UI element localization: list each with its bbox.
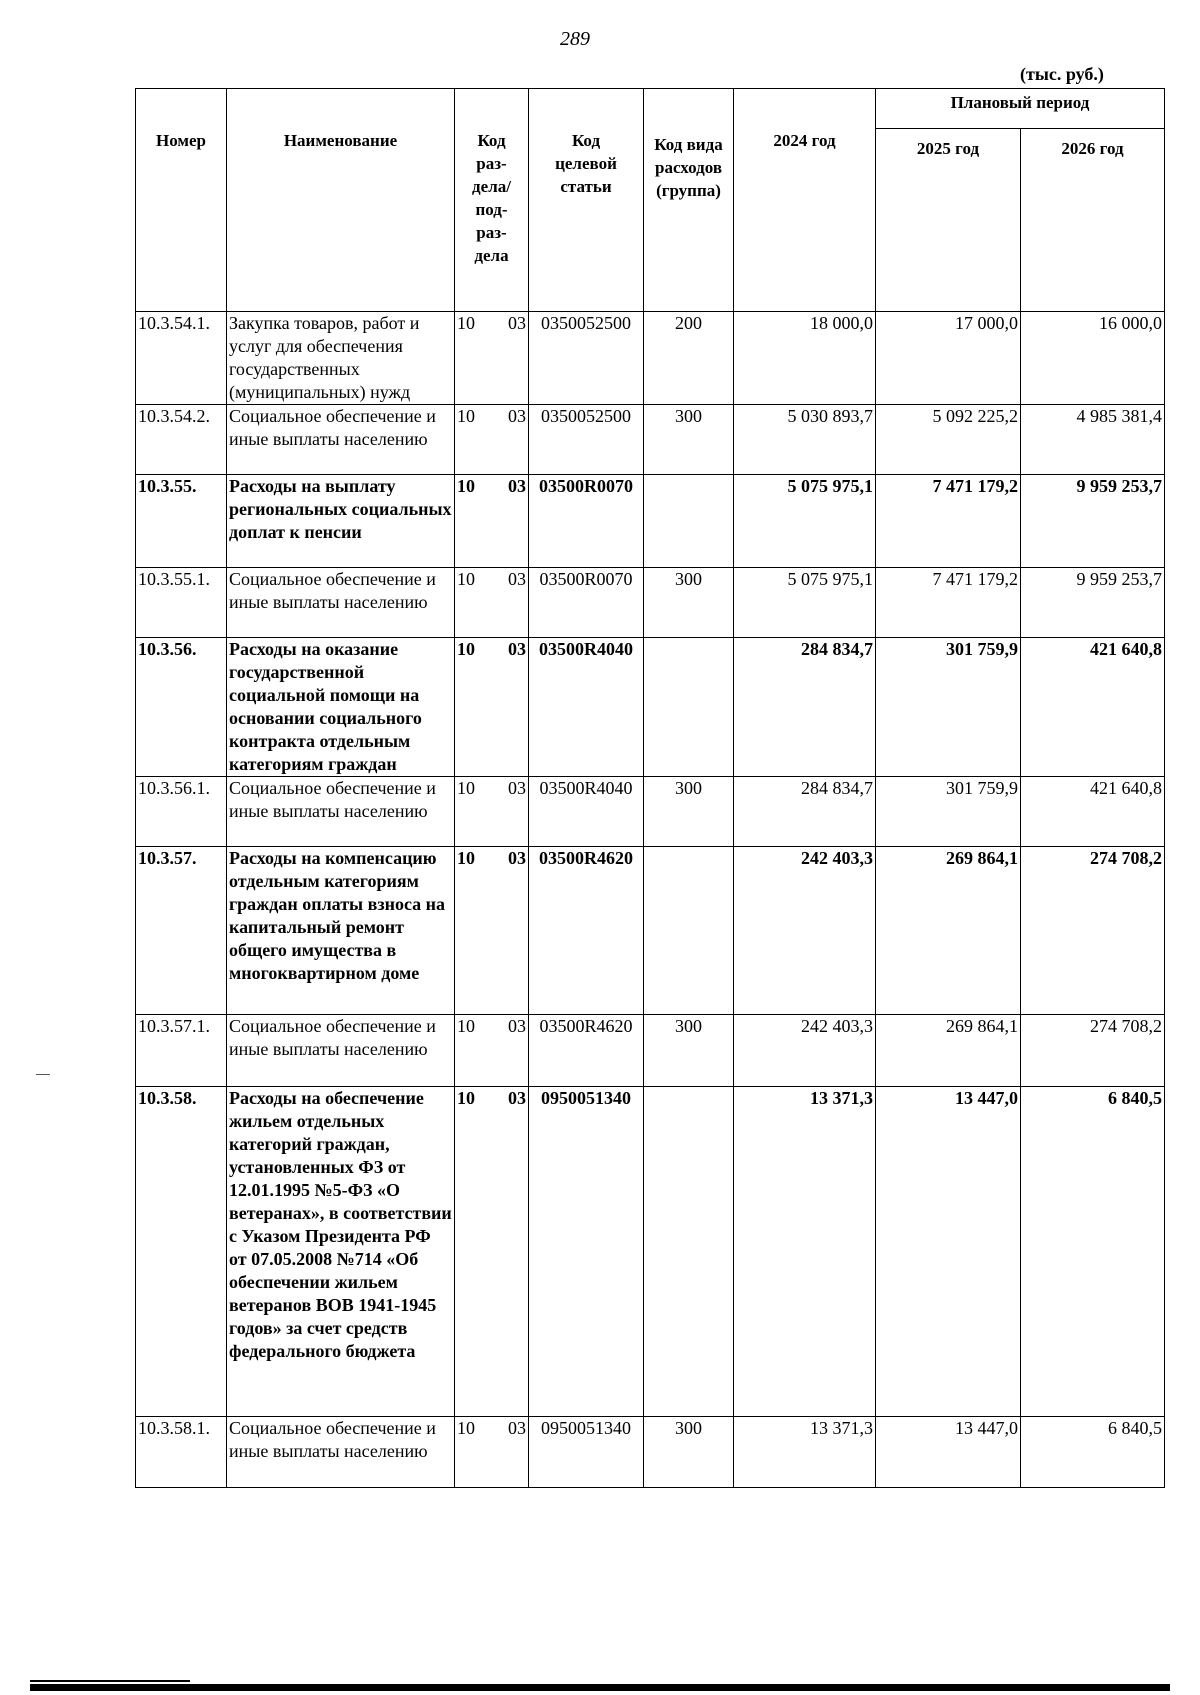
row-number: 10.3.55.1. (136, 568, 227, 638)
row-2026: 421 640,8 (1021, 638, 1165, 777)
header-planned-period: Плановый период (876, 89, 1165, 129)
row-section (455, 475, 529, 568)
row-2026: 9 959 253,7 (1021, 568, 1165, 638)
units-label: (тыс. руб.) (1020, 64, 1104, 84)
row-target-code: 03500R0070 (529, 568, 644, 638)
row-name: Расходы на оказание государственной социальной помощи на основании социального контракта отдельным категориям граждан (227, 638, 455, 777)
row-2026: 6 840,5 (1021, 1087, 1165, 1417)
table-row (136, 475, 1165, 568)
row-2025: 17 000,0 (876, 312, 1021, 405)
row-2026: 9 959 253,7 (1021, 475, 1165, 568)
row-2026: 274 708,2 (1021, 847, 1165, 1015)
section-code: 10 (457, 476, 475, 496)
section-code: 10 (457, 848, 475, 868)
subsection-code: 03 (508, 1016, 526, 1036)
row-number: 10.3.54.1. (136, 312, 227, 405)
row-number: 10.3.55. (136, 475, 227, 568)
header-name: Наименование (227, 89, 455, 312)
row-2024: 13 371,3 (734, 1087, 876, 1417)
row-2024: 18 000,0 (734, 312, 876, 405)
row-expense-type: 300 (644, 405, 734, 475)
row-section (455, 1015, 529, 1087)
table-row (136, 1417, 1165, 1488)
subsection-code: 03 (508, 1418, 526, 1438)
section-code: 10 (457, 1418, 475, 1438)
row-2026: 16 000,0 (1021, 312, 1165, 405)
row-2025: 269 864,1 (876, 1015, 1021, 1087)
table-row (136, 1087, 1165, 1417)
page-number: 289 (560, 28, 590, 50)
section-code: 10 (457, 406, 475, 426)
row-expense-type (644, 475, 734, 568)
row-2026: 421 640,8 (1021, 777, 1165, 847)
row-2025: 5 092 225,2 (876, 405, 1021, 475)
section-code: 10 (457, 1088, 475, 1108)
row-section (455, 312, 529, 405)
row-2024: 5 030 893,7 (734, 405, 876, 475)
header-number: Номер (136, 89, 227, 312)
row-2025: 13 447,0 (876, 1417, 1021, 1488)
row-target-code: 03500R4040 (529, 638, 644, 777)
row-2024: 5 075 975,1 (734, 568, 876, 638)
row-target-code: 03500R4620 (529, 847, 644, 1015)
header-target-code: Код целевой статьи (529, 89, 644, 312)
subsection-code: 03 (508, 569, 526, 589)
section-code: 10 (457, 639, 475, 659)
row-name: Социальное обеспечение и иные выплаты населению (227, 1417, 455, 1488)
row-expense-type: 300 (644, 777, 734, 847)
row-2026: 274 708,2 (1021, 1015, 1165, 1087)
row-expense-type (644, 847, 734, 1015)
table-row (136, 568, 1165, 638)
row-2024: 242 403,3 (734, 1015, 876, 1087)
table-row (136, 638, 1165, 777)
scan-bottom-bar (30, 1684, 1170, 1691)
subsection-code: 03 (508, 1088, 526, 1108)
table-row (136, 777, 1165, 847)
row-name: Расходы на компенсацию отдельным категориям граждан оплаты взноса на капитальный ремонт общего имущества в многоквартирном доме (227, 847, 455, 1015)
row-section (455, 1087, 529, 1417)
row-section (455, 405, 529, 475)
row-expense-type (644, 638, 734, 777)
row-2024: 242 403,3 (734, 847, 876, 1015)
row-number: 10.3.54.2. (136, 405, 227, 475)
row-target-code: 03500R4620 (529, 1015, 644, 1087)
header-section: Код раз-дела/ под-раз-дела (455, 89, 529, 312)
row-2025: 13 447,0 (876, 1087, 1021, 1417)
row-section (455, 568, 529, 638)
table-row (136, 1015, 1165, 1087)
row-section (455, 1417, 529, 1488)
scan-edge-line (30, 1680, 190, 1682)
row-expense-type (644, 1087, 734, 1417)
row-section (455, 777, 529, 847)
row-number: 10.3.57. (136, 847, 227, 1015)
budget-table (135, 88, 1165, 1488)
row-2026: 6 840,5 (1021, 1417, 1165, 1488)
row-expense-type: 300 (644, 568, 734, 638)
row-name: Расходы на обеспечение жильем отдельных категорий граждан, установленных ФЗ от 12.01.1995 №5-ФЗ «О ветеранах», в соответствии с Указом Президента РФ от 07.05.2008 №714 «Об обеспечении жильем ветеранов ВОВ 1941-1945 годов» за счет средств федерального бюджета (227, 1087, 455, 1417)
row-2024: 284 834,7 (734, 777, 876, 847)
section-code: 10 (457, 313, 475, 333)
subsection-code: 03 (508, 476, 526, 496)
row-section (455, 847, 529, 1015)
row-number: 10.3.57.1. (136, 1015, 227, 1087)
row-expense-type: 200 (644, 312, 734, 405)
section-code: 10 (457, 569, 475, 589)
row-expense-type: 300 (644, 1417, 734, 1488)
row-2025: 301 759,9 (876, 777, 1021, 847)
row-number: 10.3.56. (136, 638, 227, 777)
row-expense-type: 300 (644, 1015, 734, 1087)
row-name: Социальное обеспечение и иные выплаты населению (227, 1015, 455, 1087)
subsection-code: 03 (508, 848, 526, 868)
row-target-code: 0950051340 (529, 1087, 644, 1417)
table-row (136, 405, 1165, 475)
row-2024: 13 371,3 (734, 1417, 876, 1488)
header-expense-type: Код вида расходов (группа) (644, 89, 734, 312)
row-section (455, 638, 529, 777)
row-name: Социальное обеспечение и иные выплаты населению (227, 777, 455, 847)
subsection-code: 03 (508, 313, 526, 333)
scan-margin-mark (36, 1074, 50, 1075)
row-name: Закупка товаров, работ и услуг для обеспечения государственных (муниципальных) нужд (227, 312, 455, 405)
row-target-code: 0350052500 (529, 405, 644, 475)
subsection-code: 03 (508, 778, 526, 798)
section-code: 10 (457, 1016, 475, 1036)
header-2024: 2024 год (734, 89, 876, 312)
row-target-code: 0350052500 (529, 312, 644, 405)
row-target-code: 0950051340 (529, 1417, 644, 1488)
row-2024: 284 834,7 (734, 638, 876, 777)
row-2025: 301 759,9 (876, 638, 1021, 777)
row-name: Социальное обеспечение и иные выплаты населению (227, 405, 455, 475)
subsection-code: 03 (508, 406, 526, 426)
row-target-code: 03500R0070 (529, 475, 644, 568)
row-2025: 7 471 179,2 (876, 568, 1021, 638)
row-2025: 269 864,1 (876, 847, 1021, 1015)
table-row (136, 312, 1165, 405)
subsection-code: 03 (508, 639, 526, 659)
section-code: 10 (457, 778, 475, 798)
row-number: 10.3.56.1. (136, 777, 227, 847)
table-row (136, 847, 1165, 1015)
row-name: Социальное обеспечение и иные выплаты населению (227, 568, 455, 638)
header-2026: 2026 год (1021, 129, 1165, 312)
row-target-code: 03500R4040 (529, 777, 644, 847)
row-2026: 4 985 381,4 (1021, 405, 1165, 475)
header-2025: 2025 год (876, 129, 1021, 312)
row-number: 10.3.58. (136, 1087, 227, 1417)
row-2024: 5 075 975,1 (734, 475, 876, 568)
row-name: Расходы на выплату региональных социальных доплат к пенсии (227, 475, 455, 568)
row-number: 10.3.58.1. (136, 1417, 227, 1488)
row-2025: 7 471 179,2 (876, 475, 1021, 568)
